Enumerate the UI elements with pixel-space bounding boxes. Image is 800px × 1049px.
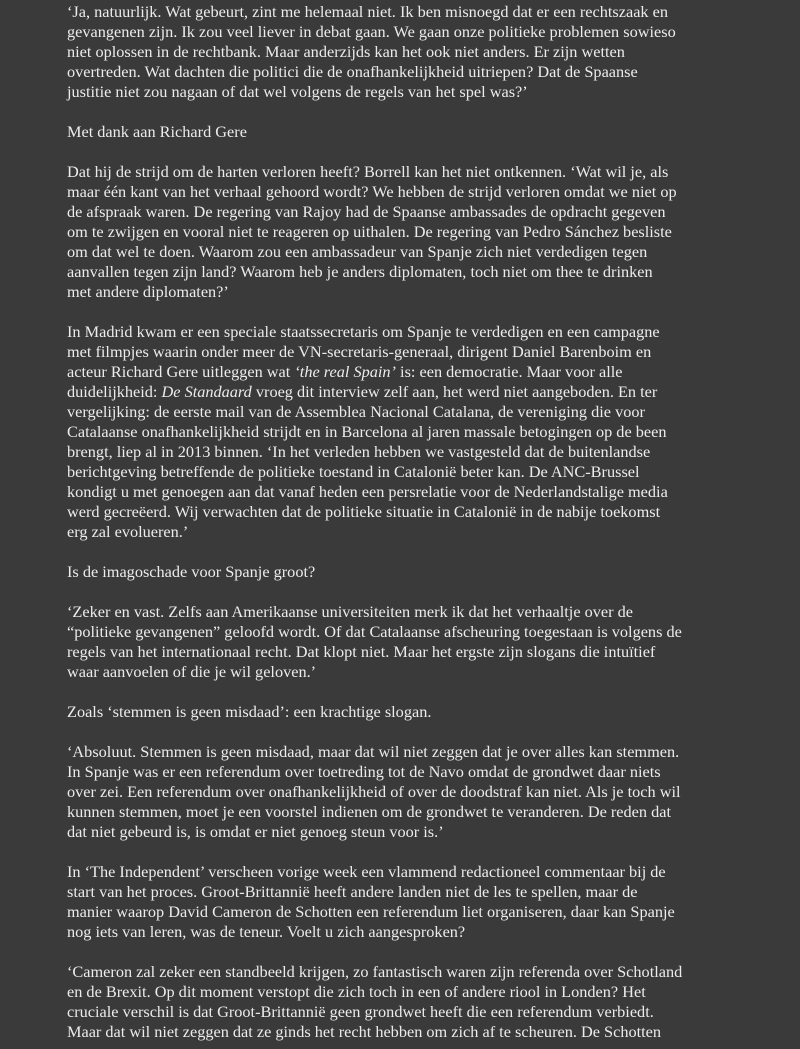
text-line: maar één kant van het verhaal gehoord wordt? We hebben de strijd verloren omdat we niet op [67, 182, 677, 201]
text-line: ‘Zeker en vast. Zelfs aan Amerikaanse universiteiten merk ik dat het verhaaltje over de [67, 602, 633, 621]
text-line: met andere diplomaten?’ [67, 282, 229, 301]
paragraph-context [67, 322, 780, 542]
text-line: aanvallen tegen zijn land? Waarom heb je anders diplomaten, toch niet om thee te drinken [67, 262, 653, 281]
paragraph-answer-4 [67, 962, 780, 1042]
text-line: berichtgeving betreffende de politieke toestand in Catalonië beter kan. De ANC-Brussel [67, 462, 640, 481]
text-line: Dat hij de strijd om de harten verloren heeft? Borrell kan het niet ontkennen. ‘Wat wil je, als [67, 162, 669, 181]
text-line: over zei. Een referendum over onafhankelijkheid of over de doodstraf kan niet. Als je toch wil [67, 782, 681, 801]
text-line: In Madrid kwam er een speciale staatssecretaris om Spanje te verdedigen en een campagne [67, 322, 660, 341]
text-line: ‘Ja, natuurlijk. Wat gebeurt, zint me helemaal niet. Ik ben misnoegd dat er een rechtszaak en [67, 2, 669, 21]
text-line [67, 382, 780, 402]
question [67, 562, 780, 582]
text-line: met filmpjes waarin onder meer de VN-secretaris-generaal, dirigent Daniel Barenboim en [67, 342, 652, 361]
paragraph-intro [67, 162, 780, 302]
text-run: duidelijkheid: [67, 382, 162, 401]
text-line: kunnen stemmen, moet je een voorstel indienen om de grondwet te veranderen. De reden dat [67, 802, 672, 821]
text-line: vergelijking: de eerste mail van de Assemblea Nacional Catalana, de vereniging die voor [67, 402, 645, 421]
subheading-text: Met dank aan Richard Gere [67, 122, 247, 141]
text-line: Maar dat wil niet zeggen dat ze ginds het recht hebben om zich af te scheuren. De Schotten [67, 1022, 662, 1041]
text-line: In Spanje was er een referendum over toetreding tot de Navo omdat de grondwet daar niets [67, 762, 661, 781]
text-line: kondigt u met genoegen aan dat vanaf heden een persrelatie voor de Nederlandstalige media [67, 482, 668, 501]
text-line [67, 362, 780, 382]
text-line: justitie niet zou nagaan of dat wel volgens de regels van het spel was?’ [67, 82, 528, 101]
paragraph-answer-2 [67, 602, 780, 682]
text-line: In ‘The Independent’ verscheen vorige week een vlammend redactioneel commentaar bij de [67, 862, 666, 881]
question-text: Is de imagoschade voor Spanje groot? [67, 562, 316, 581]
text-line: en de Brexit. Op dit moment verstopt die zich toch in een of andere riool in Londen? Het [67, 982, 646, 1001]
text-line: Catalaanse onafhankelijkheid strijdt en in Barcelona al jaren massale betogingen op de been [67, 422, 667, 441]
paragraph-answer-3 [67, 742, 780, 842]
text-line: regels van het internationaal recht. Dat klopt niet. Maar het ergste zijn slogans die intuïtief [67, 642, 656, 661]
text-line: de afspraak waren. De regering van Rajoy had de Spaanse ambassades de opdracht gegeven [67, 202, 666, 221]
question [67, 862, 780, 942]
text-line: dat niet gebeurd is, is omdat er niet genoeg steun voor is.’ [67, 822, 444, 841]
text-line: start van het proces. Groot-Brittannië heeft andere landen niet de les te spellen, maar de [67, 882, 638, 901]
subheading [67, 122, 780, 142]
text-run: acteur Richard Gere uitleggen wat [67, 362, 295, 381]
text-run: is: een democratie. Maar voor alle [395, 362, 623, 381]
text-line: werd gecreëerd. Wij verwachten dat de politieke situatie in Catalonië in de nabije toekomst [67, 502, 661, 521]
text-line: ‘Cameron zal zeker een standbeeld krijgen, zo fantastisch waren zijn referenda over Schotland [67, 962, 683, 981]
text-line: nog iets van leren, was de teneur. Voelt u zich aangesproken? [67, 922, 466, 941]
text-line: “politieke gevangenen” geloofd wordt. Of dat Catalaanse afscheuring toegestaan is volgens de [67, 622, 682, 641]
text-run: vroeg dit interview zelf aan, het werd niet aangeboden. En ter [251, 382, 658, 401]
question [67, 702, 780, 722]
text-line: niet oplossen in de rechtbank. Maar anderzijds kan het ook niet anders. Er zijn wetten [67, 42, 625, 61]
question-text: Zoals ‘stemmen is geen misdaad’: een krachtige slogan. [67, 702, 432, 721]
text-line: manier waarop David Cameron de Schotten een referendum liet organiseren, daar kan Spanje [67, 902, 675, 921]
text-line: om dat wel te doen. Waarom zou een ambassadeur van Spanje zich niet verdedigen tegen [67, 242, 648, 261]
text-line: cruciale verschil is dat Groot-Brittannië geen grondwet heeft die een referendum verbiedt. [67, 1002, 654, 1021]
text-line: erg zal evolueren.’ [67, 522, 189, 541]
paragraph-answer-1 [67, 2, 780, 102]
text-line: waar aanvoelen of die je wil geloven.’ [67, 662, 317, 681]
text-line: gevangenen zijn. Ik zou veel liever in debat gaan. We gaan onze politieke problemen sowieso [67, 22, 676, 41]
text-line: ‘Absoluut. Stemmen is geen misdaad, maar dat wil niet zeggen dat je over alles kan stemmen. [67, 742, 680, 761]
italic-publication: De Standaard [161, 382, 252, 401]
text-line: om te zwijgen en vooral niet te reageren op uithalen. De regering van Pedro Sánchez besliste [67, 222, 672, 241]
text-line: brengt, liep al in 2013 binnen. ‘In het verleden hebben we vastgesteld dat de buitenlandse [67, 442, 651, 461]
text-line: overtreden. Wat dachten die politici die de onafhankelijkheid uitriepen? Dat de Spaanse [67, 62, 638, 81]
italic-quote: ‘the real Spain’ [294, 362, 396, 381]
